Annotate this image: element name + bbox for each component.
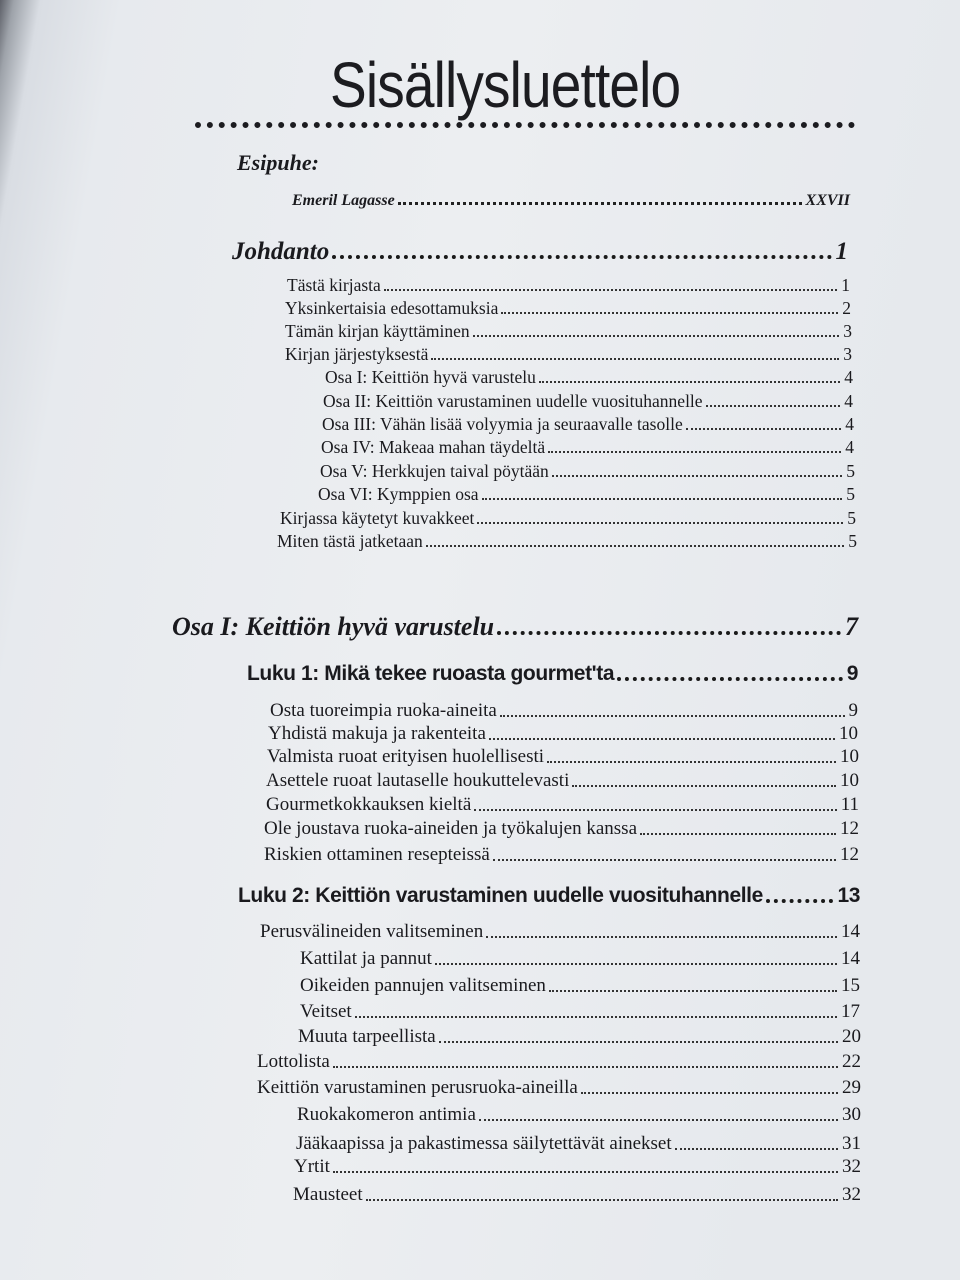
toc-entry-label: Osa II: Keittiön varustaminen uudelle vuosituhannelle <box>323 391 703 411</box>
toc-entry <box>323 391 853 412</box>
toc-page-number: 5 <box>846 461 855 481</box>
dot-leader <box>355 1016 837 1018</box>
toc-entry <box>257 1077 861 1099</box>
toc-page-number: 22 <box>842 1051 861 1072</box>
toc-page-number: 29 <box>842 1077 861 1098</box>
toc-entry <box>285 321 852 342</box>
toc-entry <box>298 1026 861 1048</box>
toc-page-number: 5 <box>846 484 855 504</box>
toc-page-number: 4 <box>844 367 853 387</box>
toc-page-number: 20 <box>842 1026 861 1047</box>
toc-page-number: 30 <box>842 1104 861 1125</box>
toc-entry-label: Yhdistä makuja ja rakenteita <box>268 723 486 744</box>
toc-entry <box>325 367 853 388</box>
toc-entry-label: Lottolista <box>257 1051 330 1072</box>
toc-page-number: 7 <box>845 612 858 641</box>
dot-leader <box>640 833 836 835</box>
toc-entry-label: Osa IV: Makeaa mahan täydeltä <box>321 437 546 457</box>
toc-entry-label: Veitset <box>300 1001 352 1022</box>
dot-leader <box>549 990 837 992</box>
dot-leader <box>482 498 843 500</box>
dot-leader <box>552 475 843 477</box>
toc-entry-label: Kirjassa käytetyt kuvakkeet <box>280 508 475 528</box>
toc-heading <box>238 884 860 908</box>
toc-entry-label: Kirjan järjestyksestä <box>285 344 429 364</box>
toc-entry-label: Esipuhe: <box>237 150 319 175</box>
toc-page-number: 32 <box>842 1156 861 1177</box>
toc-entry <box>237 150 319 176</box>
toc-entry-label: Miten tästä jatketaan <box>277 531 423 551</box>
toc-page-number: 15 <box>841 975 860 996</box>
toc-entry <box>296 1133 861 1155</box>
toc-page-number: 10 <box>840 746 859 767</box>
dot-leader <box>686 428 842 430</box>
toc-page-number: 10 <box>839 723 858 744</box>
toc-heading <box>172 612 858 642</box>
toc-page-number: 4 <box>844 391 853 411</box>
dot-leader <box>572 785 836 787</box>
toc-entry-label: Osa I: Keittiön hyvä varustelu <box>325 367 536 387</box>
dot-leader <box>426 545 844 547</box>
dot-leader <box>474 809 836 811</box>
toc-page-number: 4 <box>845 414 854 434</box>
toc-entry-label: Tämän kirjan käyttäminen <box>285 321 470 341</box>
dot-leader <box>501 312 838 314</box>
toc-entry <box>300 948 860 970</box>
toc-entry <box>318 484 855 505</box>
dot-leader <box>706 405 841 407</box>
toc-entry <box>293 1184 861 1206</box>
toc-entry-label: Kattilat ja pannut <box>300 948 432 969</box>
dot-leader <box>384 289 837 291</box>
dot-leader <box>366 1199 838 1201</box>
toc-page-number: 32 <box>842 1184 861 1205</box>
dot-leader <box>479 1119 838 1121</box>
toc-entry <box>297 1104 861 1126</box>
dot-leader <box>333 1066 838 1068</box>
toc-entry <box>264 844 859 866</box>
toc-page-number: 10 <box>840 770 859 791</box>
toc-entry <box>267 746 859 768</box>
toc-entry-label: Osa III: Vähän lisää volyymia ja seuraavalle tasolle <box>322 414 683 434</box>
toc-page-number: XXVII <box>805 192 850 209</box>
dot-leader <box>439 1041 838 1043</box>
toc-entry <box>292 192 850 210</box>
toc-page-number: 2 <box>842 298 851 318</box>
dot-leader <box>477 522 843 524</box>
toc-entry-label: Asettele ruoat lautaselle houkuttelevasti <box>266 770 570 791</box>
toc-entry-label: Riskien ottaminen resepteissä <box>264 844 490 865</box>
toc-page-number: 1 <box>835 238 848 265</box>
dot-leader <box>547 761 836 763</box>
toc-page-number: 9 <box>848 700 858 721</box>
toc-entry-label: Emeril Lagasse <box>292 192 395 209</box>
dot-leader <box>489 738 835 740</box>
toc-entry-label: Luku 2: Keittiön varustaminen uudelle vuosituhannelle <box>238 884 763 907</box>
dot-leader <box>617 677 843 681</box>
dot-leader <box>486 936 837 938</box>
dot-leader <box>332 255 831 259</box>
dot-leader <box>398 202 802 205</box>
toc-entry <box>287 275 850 296</box>
toc-entry-label: Osa VI: Kymppien osa <box>318 484 479 504</box>
toc-entry <box>277 531 857 552</box>
toc-entry <box>280 508 856 529</box>
dot-leader <box>500 715 845 717</box>
toc-entry-label: Ole joustava ruoka-aineiden ja työkalujen kanssa <box>264 818 638 839</box>
dot-leader <box>581 1092 838 1094</box>
toc-entry-label: Gourmetkokkauksen kieltä <box>266 794 472 815</box>
toc-page-number: 4 <box>845 437 854 457</box>
toc-page-number: 3 <box>843 321 852 341</box>
toc-entry <box>268 723 858 745</box>
toc-entry-label: Keittiön varustaminen perusruoka-aineilla <box>257 1077 578 1098</box>
toc-entry-label: Luku 1: Mikä tekee ruoasta gourmet'ta <box>247 662 615 685</box>
dot-leader <box>473 335 840 337</box>
toc-page-number: 11 <box>840 794 859 815</box>
toc-page-number: 14 <box>841 921 860 942</box>
toc-entry-label: Yksinkertaisia edesottamuksia <box>285 298 499 318</box>
dot-leader <box>435 963 837 965</box>
toc-entry-label: Osa I: Keittiön hyvä varustelu <box>172 612 495 641</box>
toc-entry-label: Osa V: Herkkujen taival pöytään <box>320 461 549 481</box>
toc-entry-label: Muuta tarpeellista <box>298 1026 436 1047</box>
toc-entry-label: Perusvälineiden valitseminen <box>260 921 484 942</box>
toc-entry <box>320 461 855 482</box>
toc-entry-label: Osta tuoreimpia ruoka-aineita <box>270 700 497 721</box>
toc-entry-label: Yrtit <box>294 1156 330 1177</box>
toc-heading <box>232 238 848 266</box>
toc-page-number: 1 <box>841 275 850 295</box>
toc-entry-label: Ruokakomeron antimia <box>297 1104 476 1125</box>
dot-leader <box>333 1171 838 1173</box>
toc-entry <box>260 921 860 943</box>
toc-entry <box>321 437 854 458</box>
dot-leader <box>766 899 834 903</box>
toc-entry <box>285 298 851 319</box>
toc-page-number: 12 <box>840 844 859 865</box>
toc-entry <box>257 1051 861 1073</box>
dot-leader <box>497 631 841 635</box>
toc-page-number: 5 <box>847 508 856 528</box>
toc-page-number: 12 <box>840 818 859 839</box>
toc-entry-label: Valmista ruoat erityisen huolellisesti <box>267 746 545 767</box>
toc-entry <box>266 770 859 792</box>
toc-entry-label: Mausteet <box>293 1184 363 1205</box>
toc-entry-label: Jääkaapissa ja pakastimessa säilytettävät ainekset <box>296 1133 672 1154</box>
toc-page-number: 13 <box>837 884 860 907</box>
dot-leader <box>431 358 839 360</box>
toc-page-number: 5 <box>848 531 857 551</box>
toc-page-number: 3 <box>843 344 852 364</box>
toc-entry <box>294 1156 861 1178</box>
toc-heading <box>247 662 858 686</box>
dot-leader <box>675 1148 838 1150</box>
toc-entry <box>322 414 854 435</box>
title-divider <box>195 122 855 128</box>
page-title: Sisällysluettelo <box>330 49 681 121</box>
toc-entry <box>270 700 858 722</box>
toc-entry <box>300 975 860 997</box>
toc-entry <box>264 818 859 840</box>
toc-entry <box>266 794 859 816</box>
toc-page-number: 31 <box>842 1133 861 1154</box>
toc-entry-label: Oikeiden pannujen valitseminen <box>300 975 546 996</box>
toc-page-number: 17 <box>841 1001 860 1022</box>
toc-entry <box>285 344 852 365</box>
toc-entry-label: Tästä kirjasta <box>287 275 381 295</box>
toc-page-number: 9 <box>846 662 858 685</box>
toc-entry-label: Johdanto <box>232 238 330 265</box>
dot-leader <box>493 859 836 861</box>
dot-leader <box>539 381 840 383</box>
dot-leader <box>548 451 841 453</box>
toc-page-number: 14 <box>841 948 860 969</box>
toc-entry <box>300 1001 860 1023</box>
